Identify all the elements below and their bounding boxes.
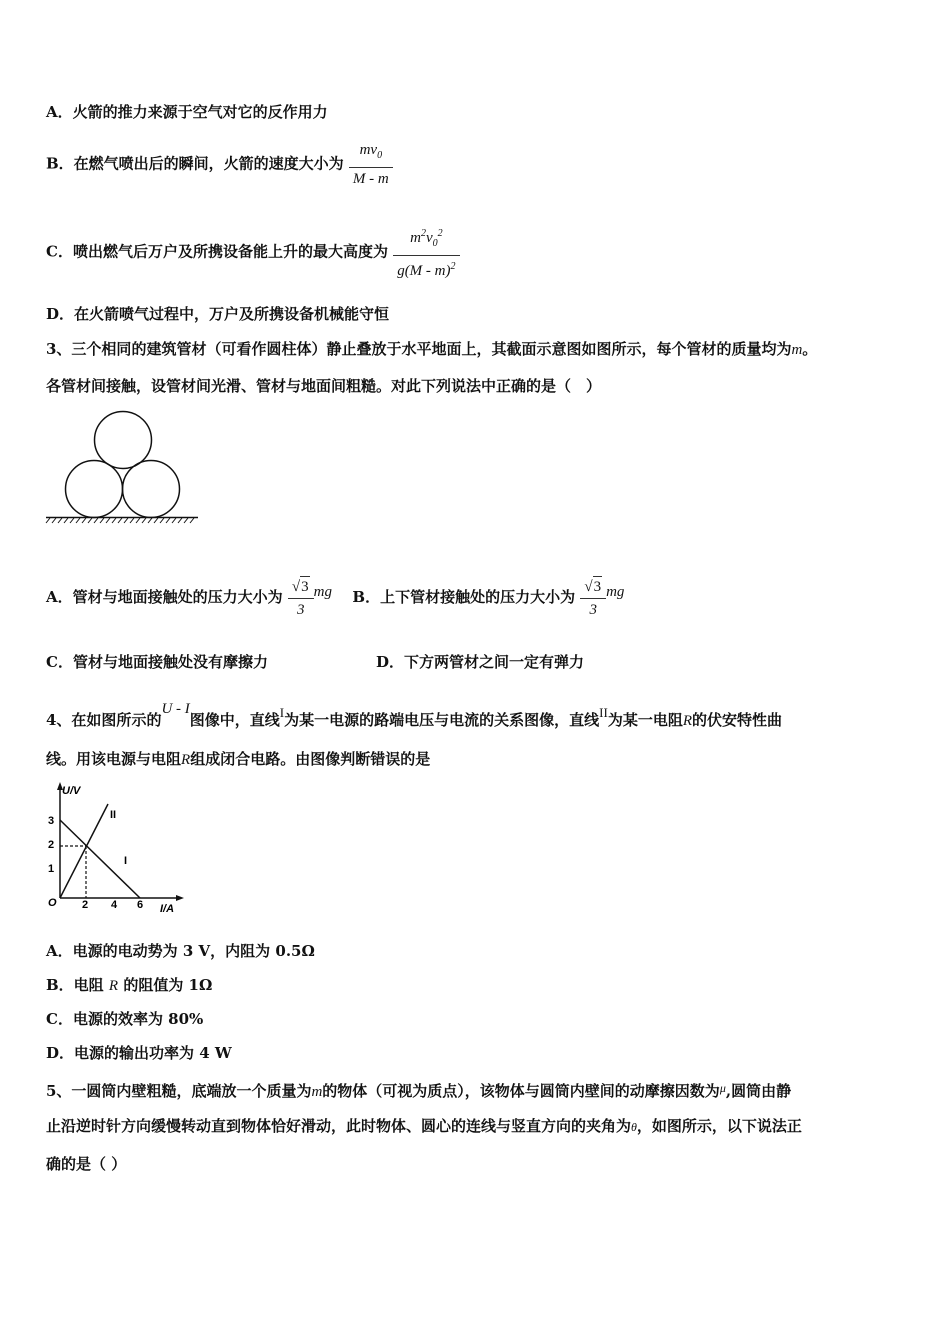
x-tick-2: 2 <box>82 899 89 911</box>
q3-option-b-text: B．上下管材接触处的压力大小为 <box>352 588 576 606</box>
stacked-pipes-figure <box>40 405 205 530</box>
y-tick-1: 1 <box>48 863 55 875</box>
q3-option-a-fraction: $\frac{√3}{3}$ <box>288 576 314 620</box>
q2-option-c-text: C．喷出燃气后万户及所携设备能上升的最大高度为 <box>46 242 388 261</box>
q3-option-c: C．管材与地面接触处没有摩擦力 <box>46 653 268 671</box>
q2-option-d <box>46 304 389 324</box>
q4-stem-line1: 4、在如图所示的U - I图像中，直线I为某一电源的路端电压与电流的关系图像，直线II为某一电阻R的伏安特性曲 <box>46 701 783 729</box>
line-II <box>60 804 108 898</box>
q2-option-c <box>46 224 460 281</box>
q2-option-a <box>46 102 328 122</box>
q3-stem-line2: 各管材间接触，设管材间光滑、管材与地面间粗糙。对此下列说法中正确的是（ ） <box>46 377 602 395</box>
x-axis-arrow <box>176 895 184 901</box>
q3-option-b-fraction: $\frac{√3}{3}$ <box>580 576 606 620</box>
origin-label: O <box>48 897 57 909</box>
q5-stem-line1: 5、一圆筒内壁粗糙，底端放一个质量为m的物体（可视为质点），该物体与圆筒内壁间的动摩擦因数为$^\mu$,圆筒由静 <box>46 1081 792 1100</box>
q4-option-b: B．电阻 R 的阻值为 1Ω <box>46 976 213 994</box>
top-pipe <box>95 412 152 469</box>
y-axis-label: U/V <box>62 785 81 797</box>
q3-option-a-text: A．管材与地面接触处的压力大小为 <box>46 588 283 606</box>
x-tick-6: 6 <box>137 899 144 911</box>
q5-stem-line3: 确的是（ ） <box>46 1155 127 1173</box>
q4-stem-line2: 线。用该电源与电阻R组成闭合电路。由图像判断错误的是 <box>46 750 431 768</box>
q2-option-a-text: A．火箭的推力来源于空气对它的反作用力 <box>46 103 328 121</box>
line-I <box>60 820 140 898</box>
y-tick-2: 2 <box>48 839 55 851</box>
y-tick-3: 3 <box>48 815 55 827</box>
ground-hatch <box>46 518 194 523</box>
q2-option-b-text: B．在燃气喷出后的瞬间，火箭的速度大小为 <box>46 154 344 173</box>
q5-stem-line2: 止沿逆时针方向缓慢转动直到物体恰好滑动，此时物体、圆心的连线与竖直方向的夹角为θ，如图所示，以下说法正 <box>46 1117 802 1135</box>
q3-options-ab: A．管材与地面接触处的压力大小为 $\frac{√3}{3}$ mg B．上下管材接触处的压力大小为 $\frac{√3}{3}$ mg <box>46 576 624 620</box>
q2-option-b-fraction: $\frac{mv_0}{M - m}$ <box>349 140 393 189</box>
q4-option-a: A．电源的电动势为 3 V，内阻为 0.5Ω <box>46 942 315 960</box>
line-II-label: II <box>110 809 117 821</box>
q3-option-d: D．下方两管材之间一定有弹力 <box>376 653 585 671</box>
q2-option-b <box>46 140 393 189</box>
x-axis-label: I/A <box>160 903 175 915</box>
q2-option-c-fraction: $\frac{m^2v_0^2}{g(M - m)^2}$ <box>393 224 459 281</box>
q4-option-d: D．电源的输出功率为 4 W <box>46 1044 232 1062</box>
q4-option-c: C．电源的效率为 80% <box>46 1010 204 1028</box>
ui-graph <box>40 778 190 918</box>
q2-option-d-text: D．在火箭喷气过程中，万户及所携设备机械能守恒 <box>46 305 390 323</box>
bottom-right-pipe <box>123 461 180 518</box>
x-tick-4: 4 <box>111 899 118 911</box>
bottom-left-pipe <box>66 461 123 518</box>
q3-stem-line1: 3、三个相同的建筑管材（可看作圆柱体）静止叠放于水平地面上，其截面示意图如图所示，每个管材的质量均为m。 <box>46 340 818 358</box>
line-I-label: I <box>124 855 128 867</box>
